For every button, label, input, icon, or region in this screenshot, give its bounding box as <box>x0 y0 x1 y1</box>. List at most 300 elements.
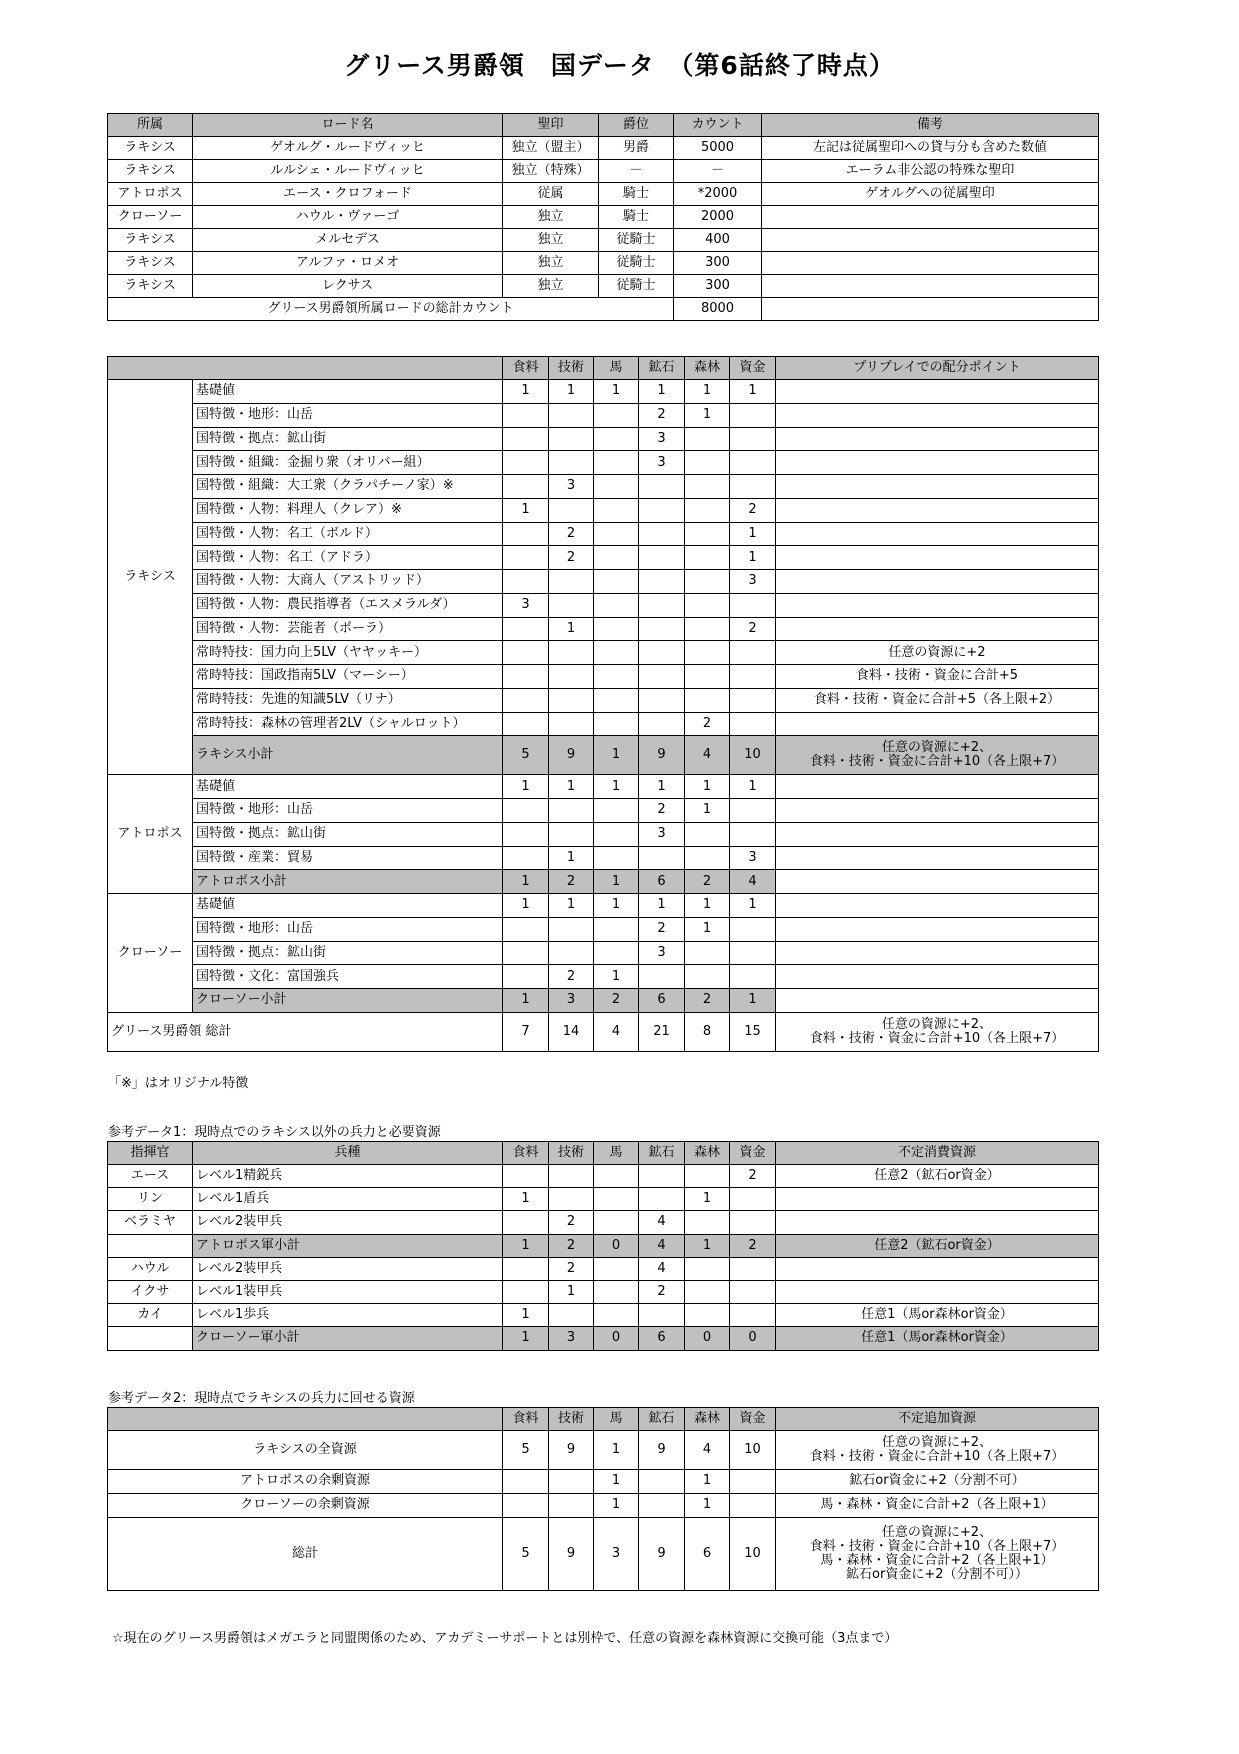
table-cell: 1 <box>685 799 730 823</box>
table-cell: 1 <box>594 1431 639 1470</box>
table-cell: アルファ・ロメオ <box>193 252 503 275</box>
table-cell <box>503 688 549 712</box>
table-cell <box>503 712 549 736</box>
table-cell: レクサス <box>193 275 503 298</box>
table-cell <box>639 641 685 665</box>
table-row <box>108 641 1099 665</box>
subtotal-cell: 2 <box>549 870 594 894</box>
table-cell <box>594 1280 639 1303</box>
table-cell <box>639 522 685 546</box>
table-cell <box>730 822 776 846</box>
table-cell: 6 <box>639 1327 685 1350</box>
table-cell <box>730 403 776 427</box>
table-cell: 1 <box>549 1280 594 1303</box>
table-row <box>108 712 1099 736</box>
table-cell <box>776 1257 1099 1280</box>
table-cell: 300 <box>674 275 762 298</box>
table-row <box>108 894 1099 918</box>
table-cell: 国特徴・地形：山岳 <box>193 799 503 823</box>
table-cell: 1 <box>503 775 549 799</box>
table-row <box>108 941 1099 965</box>
table-cell <box>730 1257 776 1280</box>
table-cell: 2 <box>639 1280 685 1303</box>
row-note <box>776 1470 1099 1494</box>
table-cell: 3 <box>549 475 594 499</box>
table-cell: 1 <box>685 917 730 941</box>
table-cell <box>594 941 639 965</box>
table-cell <box>549 941 594 965</box>
grand-total-cell: 7 <box>503 1012 549 1051</box>
table-cell: 1 <box>594 380 639 404</box>
table-cell <box>503 475 549 499</box>
table-cell: 国特徴・地形：山岳 <box>193 403 503 427</box>
table-cell <box>594 593 639 617</box>
table-cell <box>685 641 730 665</box>
table-row <box>108 498 1099 522</box>
table-cell <box>594 1304 639 1327</box>
table-row <box>108 593 1099 617</box>
table-cell: ゲオルグ・ルードヴィッヒ <box>193 137 503 160</box>
table-cell: 常時特技：森林の管理者2LV（シャルロット） <box>193 712 503 736</box>
table-cell: 3 <box>639 822 685 846</box>
table-row <box>108 1517 1099 1590</box>
table-cell <box>639 593 685 617</box>
table-row <box>108 475 1099 499</box>
table-cell <box>639 617 685 641</box>
table-cell: 国特徴・人物：芸能者（ポーラ） <box>193 617 503 641</box>
table-cell: アトロポス <box>108 183 193 206</box>
column-header: 森林 <box>685 1142 730 1165</box>
table-cell: 独立 <box>503 206 599 229</box>
group-name: アトロポス <box>108 775 193 894</box>
table-cell <box>685 941 730 965</box>
table-row <box>108 570 1099 594</box>
table-cell <box>108 1234 193 1257</box>
subtotal-cell: 1 <box>503 870 549 894</box>
table-cell: 1 <box>685 775 730 799</box>
lords-table <box>107 113 1099 321</box>
table-cell <box>594 451 639 475</box>
table-cell <box>549 641 594 665</box>
footer-note: ☆現在のグリース男爵領はメガエラと同盟関係のため、アカデミーサポートとは別枠で、任意の資源を森林資源に交換可能（3点まで） <box>112 1631 898 1646</box>
table-cell <box>776 475 1099 499</box>
note-line: 任意の資源に+2、 <box>881 1524 993 1540</box>
table-cell <box>685 427 730 451</box>
table-cell <box>776 712 1099 736</box>
column-header: プリプレイでの配分ポイント <box>776 357 1099 380</box>
table-cell: 2 <box>639 917 685 941</box>
subtotal-cell: 3 <box>549 989 594 1013</box>
table-cell: 1 <box>685 1470 730 1494</box>
table-cell <box>685 1257 730 1280</box>
table-cell: － <box>599 160 674 183</box>
table-cell <box>503 665 549 689</box>
table-cell <box>685 498 730 522</box>
table-cell: 2 <box>730 617 776 641</box>
table-cell <box>594 846 639 870</box>
table-cell: 0 <box>685 1327 730 1350</box>
subtotal-cell: 2 <box>685 870 730 894</box>
table-cell: 国特徴・人物：名工（アドラ） <box>193 546 503 570</box>
table-cell: 常時特技：国政指南5LV（マーシー） <box>193 665 503 689</box>
table-cell: ラキシス <box>108 229 193 252</box>
table-cell <box>549 917 594 941</box>
table-cell: 独立 <box>503 229 599 252</box>
table-cell <box>730 593 776 617</box>
table-cell: 任意1（馬or森林or資金） <box>776 1304 1099 1327</box>
table-cell: 1 <box>503 380 549 404</box>
table-cell: 1 <box>549 775 594 799</box>
table-cell <box>549 822 594 846</box>
original-feature-note: 「※」はオリジナル特徴 <box>108 1076 249 1091</box>
table-cell: レベル2装甲兵 <box>193 1257 503 1280</box>
subtotal-row <box>108 1327 1099 1350</box>
column-header: 食料 <box>503 1408 549 1431</box>
table-cell <box>503 1211 549 1234</box>
table-cell: 1 <box>594 894 639 918</box>
note-line: 馬・森林・資金に合計+2（各上限+1） <box>820 1497 1054 1513</box>
table-row <box>108 252 1099 275</box>
table-cell <box>685 846 730 870</box>
table-cell <box>108 1327 193 1350</box>
table-row <box>108 522 1099 546</box>
table-cell: 任意2（鉱石or資金） <box>776 1234 1099 1257</box>
table-cell: 3 <box>639 451 685 475</box>
table-cell: ラキシス <box>108 160 193 183</box>
table-cell: 任意の資源に+2 <box>776 641 1099 665</box>
table-cell: 2000 <box>674 206 762 229</box>
table-row <box>108 1188 1099 1211</box>
subtotal-cell: アトロポス小計 <box>193 870 503 894</box>
table-cell: 国特徴・産業：貿易 <box>193 846 503 870</box>
table-cell: 1 <box>549 846 594 870</box>
table-row <box>108 1431 1099 1470</box>
subtotal-row <box>108 736 1099 775</box>
table-cell <box>776 498 1099 522</box>
table-cell: 9 <box>639 1517 685 1590</box>
table-cell <box>594 617 639 641</box>
table-cell <box>730 941 776 965</box>
note-line: 鉱石or資金に+2（分割不可）） <box>846 1566 1028 1582</box>
table-cell <box>730 1304 776 1327</box>
table-cell <box>730 917 776 941</box>
table-cell <box>549 665 594 689</box>
column-header: 技術 <box>549 1142 594 1165</box>
table-cell: 1 <box>685 380 730 404</box>
table-cell <box>549 712 594 736</box>
table-cell: 2 <box>685 712 730 736</box>
table-cell: 従騎士 <box>599 252 674 275</box>
table-cell: 2 <box>549 1234 594 1257</box>
table-cell <box>730 665 776 689</box>
table-cell: 400 <box>674 229 762 252</box>
table-cell <box>685 522 730 546</box>
table-cell: 騎士 <box>599 183 674 206</box>
note-line: 食料・技術・資金に合計+10（各上限+7） <box>809 754 1065 770</box>
table-cell: ハウル <box>108 1257 193 1280</box>
table-cell: 0 <box>594 1234 639 1257</box>
table-cell <box>594 427 639 451</box>
table-cell <box>594 403 639 427</box>
subtotal-cell: クローソー小計 <box>193 989 503 1013</box>
table-cell: 2 <box>639 403 685 427</box>
table-cell: 2 <box>730 1234 776 1257</box>
table-cell: 3 <box>503 593 549 617</box>
table-cell: 4 <box>639 1234 685 1257</box>
table-cell <box>594 688 639 712</box>
table-cell <box>776 799 1099 823</box>
table-cell <box>730 641 776 665</box>
table-cell: 3 <box>730 570 776 594</box>
table-row <box>108 917 1099 941</box>
table-cell: 国特徴・人物：名工（ボルド） <box>193 522 503 546</box>
table-cell <box>776 822 1099 846</box>
table-cell: ラキシス <box>108 252 193 275</box>
table-cell <box>594 498 639 522</box>
table-cell <box>685 546 730 570</box>
table-cell <box>685 593 730 617</box>
table-cell <box>639 1188 685 1211</box>
table-cell: 独立 <box>503 252 599 275</box>
table-cell <box>549 593 594 617</box>
note-line: 任意の資源に+2、 <box>881 740 993 756</box>
table-cell: 1 <box>503 894 549 918</box>
table-cell: 1 <box>639 894 685 918</box>
subtotal-cell: 2 <box>594 989 639 1013</box>
table-cell <box>639 546 685 570</box>
column-header: 聖印 <box>503 114 599 137</box>
note-line: 食料・技術・資金に合計+10（各上限+7） <box>809 1449 1065 1464</box>
table-cell <box>639 965 685 989</box>
subtotal-row <box>108 870 1099 894</box>
column-header: カウント <box>674 114 762 137</box>
table-cell: 10 <box>730 1431 776 1470</box>
table-cell <box>776 846 1099 870</box>
column-header: 資金 <box>730 1408 776 1431</box>
table-cell <box>730 799 776 823</box>
table-row <box>108 1257 1099 1280</box>
table-cell <box>776 917 1099 941</box>
table-row <box>108 665 1099 689</box>
table-cell: レベル1装甲兵 <box>193 1280 503 1303</box>
table-cell <box>776 1211 1099 1234</box>
table-cell <box>685 965 730 989</box>
table-cell: レベル1盾兵 <box>193 1188 503 1211</box>
subtotal-cell: 5 <box>503 736 549 775</box>
table-cell: ベラミヤ <box>108 1211 193 1234</box>
table-row <box>108 1280 1099 1303</box>
table-cell <box>503 941 549 965</box>
note-line: 任意の資源に+2、 <box>881 1435 993 1450</box>
table-cell <box>685 822 730 846</box>
note-line: 任意の資源に+2、 <box>881 1016 993 1032</box>
table-cell <box>762 275 1099 298</box>
table-cell: 左記は従属聖印への貸与分も含めた数値 <box>762 137 1099 160</box>
table-cell <box>685 1211 730 1234</box>
table-cell: 9 <box>639 1431 685 1470</box>
table-cell: 1 <box>594 965 639 989</box>
table-cell: 国特徴・文化：富国強兵 <box>193 965 503 989</box>
table-cell <box>776 617 1099 641</box>
table-cell: 国特徴・組織：大工衆（クラパチーノ家）※ <box>193 475 503 499</box>
ref2-table <box>107 1407 1099 1591</box>
table-cell <box>639 570 685 594</box>
subtotal-cell: 10 <box>730 736 776 775</box>
table-cell: 1 <box>685 1234 730 1257</box>
table-cell <box>594 665 639 689</box>
table-cell <box>730 451 776 475</box>
table-cell: 1 <box>730 546 776 570</box>
table-row <box>108 775 1099 799</box>
table-cell <box>549 427 594 451</box>
table-cell <box>776 380 1099 404</box>
table-cell: 基礎値 <box>193 380 503 404</box>
table-cell: *2000 <box>674 183 762 206</box>
table-cell: 6 <box>685 1517 730 1590</box>
table-cell: 独立（盟主） <box>503 137 599 160</box>
subtotal-note <box>776 870 1099 894</box>
table-cell: 2 <box>730 498 776 522</box>
table-cell: クローソー軍小計 <box>193 1327 503 1350</box>
table-cell: 0 <box>730 1327 776 1350</box>
subtotal-cell: 1 <box>594 736 639 775</box>
table-cell: 1 <box>549 894 594 918</box>
table-cell <box>503 1165 549 1188</box>
table-cell: 基礎値 <box>193 894 503 918</box>
table-cell <box>776 775 1099 799</box>
table-cell <box>639 1165 685 1188</box>
table-cell <box>503 1257 549 1280</box>
row-note <box>776 1517 1099 1590</box>
table-cell <box>730 1211 776 1234</box>
table-cell <box>685 451 730 475</box>
table-cell: エーラム非公認の特殊な聖印 <box>762 160 1099 183</box>
column-header: 爵位 <box>599 114 674 137</box>
table-cell: 10 <box>730 1517 776 1590</box>
table-cell: 3 <box>639 427 685 451</box>
column-header: 鉱石 <box>639 357 685 380</box>
table-cell: イクサ <box>108 1280 193 1303</box>
table-cell <box>776 1188 1099 1211</box>
table-cell <box>549 1188 594 1211</box>
table-cell <box>639 1470 685 1494</box>
table-cell: 2 <box>549 546 594 570</box>
table-cell: 1 <box>730 775 776 799</box>
column-header: 食料 <box>503 357 549 380</box>
grand-total-cell: 8 <box>685 1012 730 1051</box>
column-header: 資金 <box>730 357 776 380</box>
table-cell: 1 <box>685 1493 730 1517</box>
table-cell <box>730 1188 776 1211</box>
subtotal-cell: 4 <box>730 870 776 894</box>
table-cell <box>503 522 549 546</box>
table-cell: 1 <box>594 775 639 799</box>
grand-total-note <box>776 1012 1099 1051</box>
column-header: 備考 <box>762 114 1099 137</box>
table-row <box>108 1165 1099 1188</box>
table-cell: 2 <box>730 1165 776 1188</box>
table-row <box>108 137 1099 160</box>
table-cell <box>776 522 1099 546</box>
column-header: 不定消費資源 <box>776 1142 1099 1165</box>
grand-total-cell: 15 <box>730 1012 776 1051</box>
header-blank <box>108 357 503 380</box>
table-cell <box>594 799 639 823</box>
column-header: 資金 <box>730 1142 776 1165</box>
column-header: 鉱石 <box>639 1142 685 1165</box>
table-cell: 1 <box>730 522 776 546</box>
table-cell <box>594 917 639 941</box>
table-cell: レベル1精鋭兵 <box>193 1165 503 1188</box>
column-header: 馬 <box>594 357 639 380</box>
table-cell: 1 <box>503 1234 549 1257</box>
table-cell: 従騎士 <box>599 229 674 252</box>
table-cell: アトロポス軍小計 <box>193 1234 503 1257</box>
table-cell: 従属 <box>503 183 599 206</box>
table-cell: 任意1（馬or森林or資金） <box>776 1327 1099 1350</box>
table-cell: 常時特技：先進的知識5LV（リナ） <box>193 688 503 712</box>
column-header: ロード名 <box>193 114 503 137</box>
table-cell: 国特徴・拠点：鉱山街 <box>193 427 503 451</box>
table-row <box>108 427 1099 451</box>
ref2-caption: 参考データ2：現時点でラキシスの兵力に回せる資源 <box>108 1391 415 1406</box>
table-cell <box>503 427 549 451</box>
header-blank <box>108 1408 503 1431</box>
table-cell: 2 <box>549 1211 594 1234</box>
table-cell <box>730 712 776 736</box>
table-cell <box>639 712 685 736</box>
table-cell: 5 <box>503 1431 549 1470</box>
row-note <box>776 1493 1099 1517</box>
column-header: 不定追加資源 <box>776 1408 1099 1431</box>
table-cell <box>503 570 549 594</box>
table-cell <box>503 617 549 641</box>
table-cell <box>776 894 1099 918</box>
table-row <box>108 183 1099 206</box>
table-cell <box>503 822 549 846</box>
table-row <box>108 617 1099 641</box>
table-cell: 国特徴・拠点：鉱山街 <box>193 822 503 846</box>
table-cell: 1 <box>503 1304 549 1327</box>
table-cell <box>685 688 730 712</box>
column-header: 指揮官 <box>108 1142 193 1165</box>
table-cell: ルルシェ・ルードヴィッヒ <box>193 160 503 183</box>
table-cell <box>549 570 594 594</box>
table-cell <box>776 546 1099 570</box>
table-cell <box>730 1470 776 1494</box>
table-cell <box>639 688 685 712</box>
table-cell: 食料・技術・資金に合計+5 <box>776 665 1099 689</box>
table-cell: 1 <box>594 1493 639 1517</box>
table-cell <box>503 451 549 475</box>
row-label: クローソーの余剰資源 <box>108 1493 503 1517</box>
table-cell <box>549 1304 594 1327</box>
table-cell <box>639 665 685 689</box>
table-cell: レベル1歩兵 <box>193 1304 503 1327</box>
note-line: 食料・技術・資金に合計+10（各上限+7） <box>809 1030 1065 1046</box>
table-cell <box>594 546 639 570</box>
table-row <box>108 1304 1099 1327</box>
table-cell: 3 <box>639 941 685 965</box>
table-cell <box>730 965 776 989</box>
table-cell: 独立（特殊） <box>503 160 599 183</box>
table-cell <box>685 475 730 499</box>
table-cell: 1 <box>685 403 730 427</box>
table-row <box>108 822 1099 846</box>
table-cell <box>549 1493 594 1517</box>
row-label: ラキシスの全資源 <box>108 1431 503 1470</box>
column-header: 技術 <box>549 357 594 380</box>
